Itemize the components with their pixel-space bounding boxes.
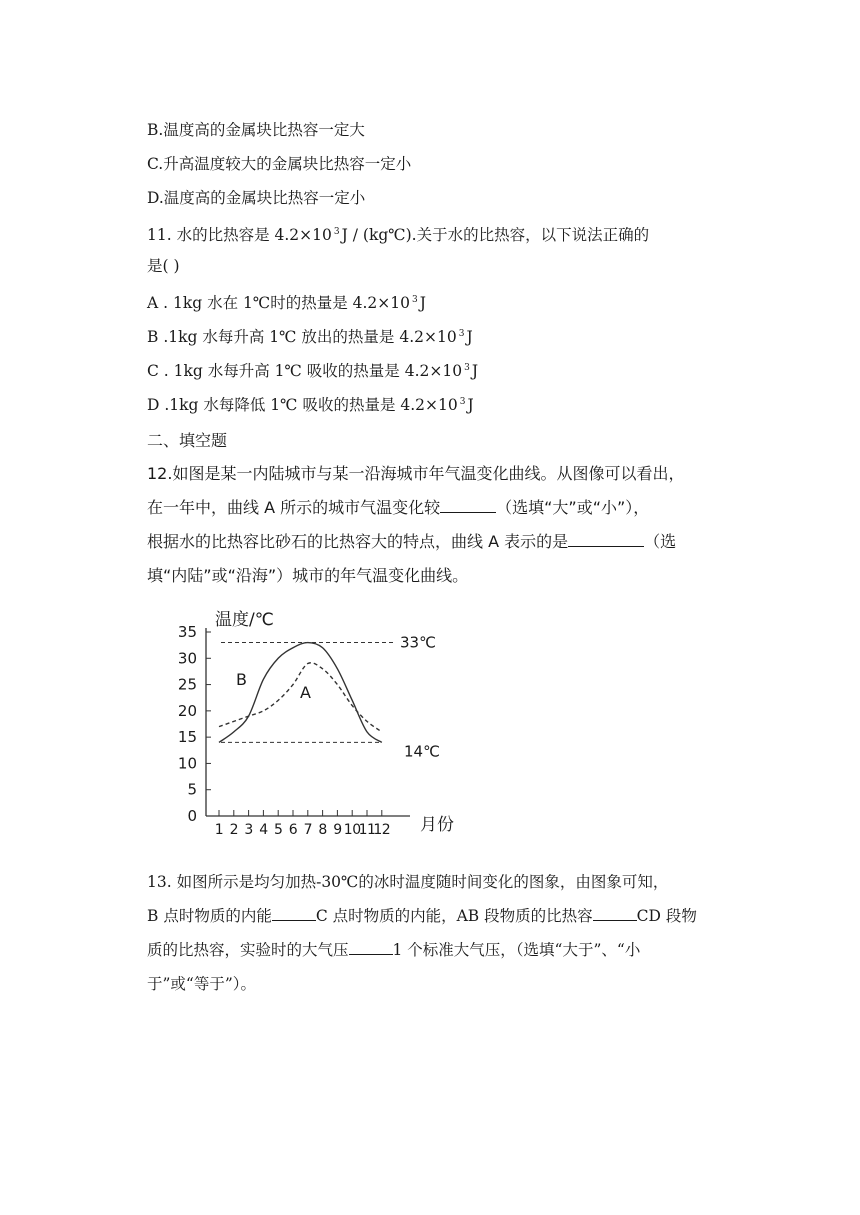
x-tick-label: 1 — [214, 822, 224, 838]
question-11-stem-line2: 是( ) — [147, 257, 180, 275]
option-q11-b — [147, 324, 473, 347]
question-text: 质的比热容，实验时的大气压 — [147, 941, 349, 959]
x-tick-label: 8 — [318, 822, 327, 838]
option-text: A . 1kg 水在 1℃时的热量是 4.2×10 — [147, 294, 410, 313]
question-text: 在一年中，曲线 A 所示的城市气温变化较 — [147, 498, 441, 517]
answer-blank[interactable] — [593, 906, 637, 921]
series-label-a: A — [300, 683, 311, 702]
x-tick-label: 12 — [373, 822, 391, 838]
y-tick-label: 25 — [177, 675, 197, 694]
option-q11-a — [147, 290, 426, 313]
x-tick-label: 3 — [244, 822, 253, 838]
answer-blank[interactable] — [440, 498, 496, 513]
reference-label: 14℃ — [404, 742, 440, 761]
y-tick-label: 0 — [187, 807, 197, 825]
y-tick-label: 15 — [177, 728, 197, 747]
option-q10-b: B.温度高的金属块比热容一定大 — [147, 121, 365, 139]
exponent: 3 — [458, 329, 465, 339]
question-12-line3 — [147, 532, 676, 552]
option-q10-c: C.升高温度较大的金属块比热容一定小 — [147, 155, 412, 173]
question-12-line4: 填“内陆”或“沿海”）城市的年气温变化曲线。 — [147, 566, 469, 585]
option-text: J — [467, 396, 474, 415]
option-text: J — [419, 294, 426, 313]
option-text: D .1kg 水每降低 1℃ 吸收的热量是 4.2×10 — [147, 396, 458, 415]
question-text: C 点时物质的内能，AB 段物质的比热容 — [315, 907, 593, 925]
series-label-b: B — [236, 670, 247, 689]
section-title: 二、填空题 — [147, 431, 228, 450]
option-text: B .1kg 水每升高 1℃ 放出的热量是 4.2×10 — [147, 328, 457, 347]
x-tick-label: 7 — [303, 822, 313, 838]
x-axis-label: 月份 — [420, 815, 454, 835]
temperature-chart — [160, 605, 480, 845]
question-13-line4: 于”或“等于”）。 — [147, 975, 257, 993]
option-text: J — [466, 328, 473, 347]
question-text: （选 — [644, 532, 677, 551]
stem-text: J / (kg℃).关于水的比热容，以下说法正确的 — [341, 226, 650, 245]
x-tick-label: 10 — [343, 822, 361, 838]
exponent: 3 — [459, 397, 466, 407]
reference-label: 33℃ — [400, 633, 436, 652]
x-tick-label: 2 — [229, 822, 239, 838]
question-text: B 点时物质的内能 — [147, 907, 272, 925]
question-text: （选填“大”或“小”）， — [496, 498, 650, 517]
question-13-line1: 13. 如图所示是均匀加热-30℃的冰时温度随时间变化的图象，由图象可知， — [147, 873, 669, 891]
question-text: CD 段物 — [636, 907, 697, 925]
question-text: 1 个标准大气压，（选填“大于”、“小 — [392, 941, 641, 959]
option-q10-d: D.温度高的金属块比热容一定小 — [147, 189, 366, 207]
x-tick-label: 5 — [273, 822, 283, 838]
y-tick-label: 20 — [177, 701, 197, 720]
option-q11-d — [147, 392, 474, 415]
y-axis-label: 温度/℃ — [215, 610, 274, 630]
question-13-line2 — [147, 906, 697, 926]
x-tick-label: 4 — [259, 822, 268, 838]
stem-text: 11. 水的比热容是 4.2×10 — [147, 226, 332, 245]
answer-blank[interactable] — [568, 532, 644, 547]
option-text: C . 1kg 水每升高 1℃ 吸收的热量是 4.2×10 — [147, 362, 463, 381]
answer-blank[interactable] — [272, 906, 316, 921]
question-11-stem — [147, 222, 649, 245]
question-text: 根据水的比热容比砂石的比热容大的特点，曲线 A 表示的是 — [147, 532, 569, 551]
y-tick-label: 5 — [187, 780, 197, 799]
question-13-line3 — [147, 940, 640, 960]
y-tick-label: 35 — [177, 623, 197, 641]
question-12-line2 — [147, 498, 649, 518]
y-tick-label: 30 — [177, 649, 197, 668]
exponent: 3 — [333, 227, 340, 237]
answer-blank[interactable] — [349, 940, 393, 955]
x-tick-label: 11 — [358, 822, 376, 838]
option-text: J — [471, 362, 479, 381]
option-q11-c — [147, 358, 478, 381]
x-tick-label: 6 — [288, 822, 298, 838]
question-12-line1: 12.如图是某一内陆城市与某一沿海城市年气温变化曲线。从图像可以看出， — [147, 464, 685, 483]
x-tick-label: 9 — [333, 822, 342, 838]
y-tick-label: 10 — [177, 754, 197, 773]
exponent: 3 — [464, 363, 470, 373]
exponent: 3 — [412, 295, 418, 305]
